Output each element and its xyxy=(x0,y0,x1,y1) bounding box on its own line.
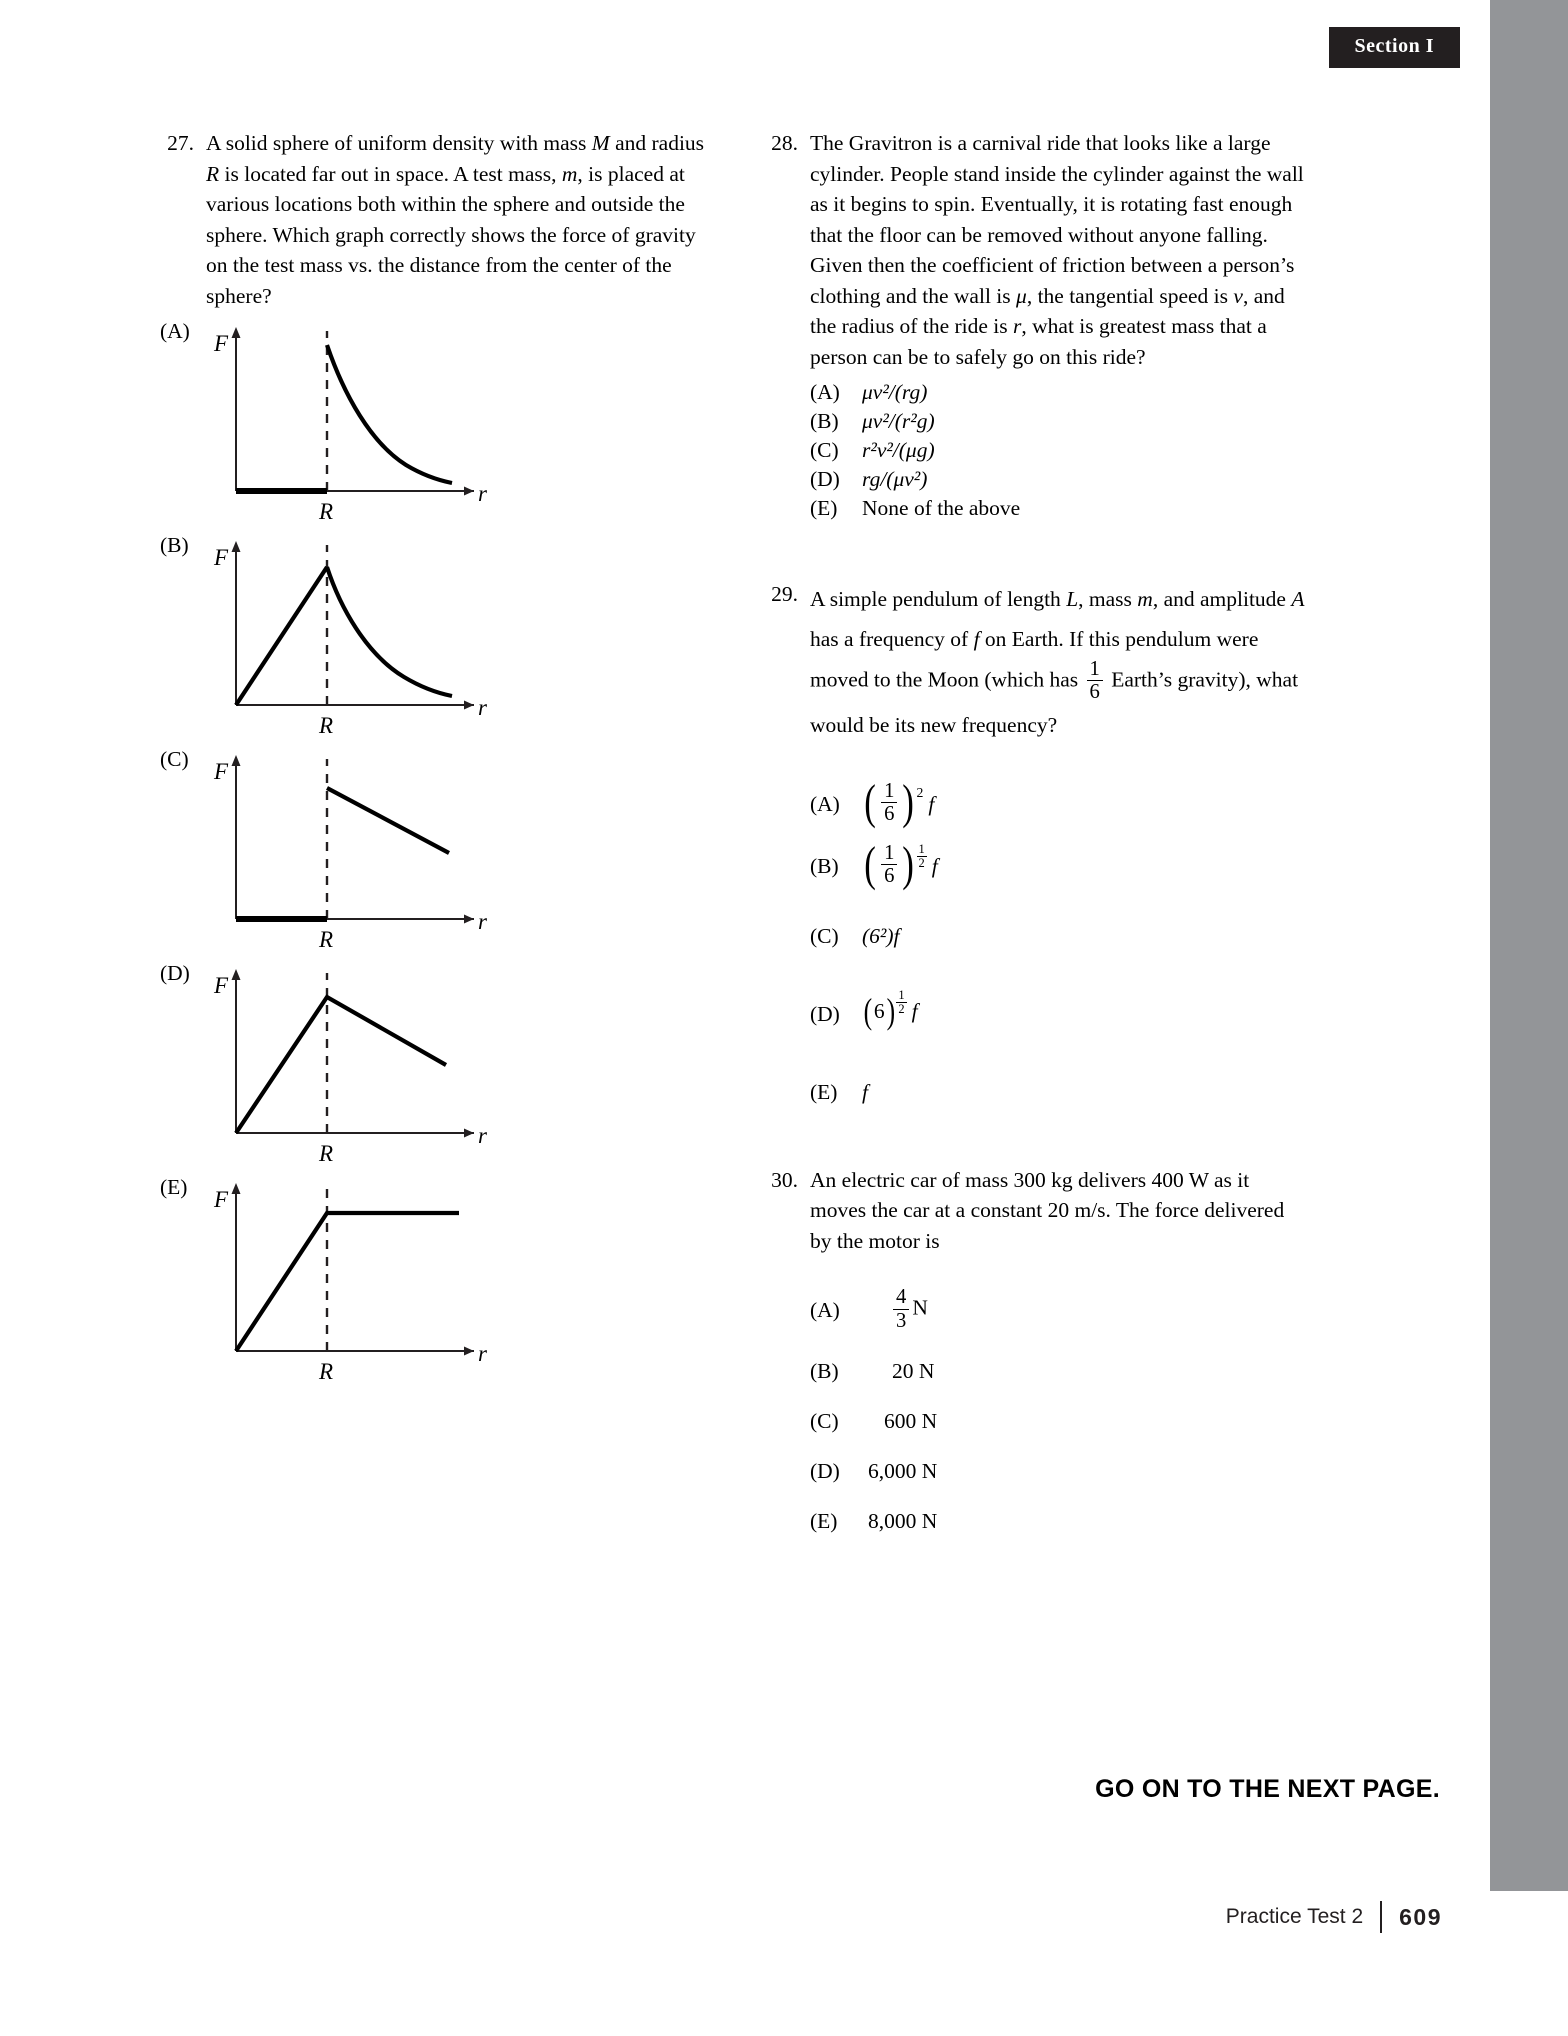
section-tab: Section I xyxy=(1329,27,1461,68)
graph-d-r-tick: R xyxy=(319,1141,334,1166)
graph-option-c xyxy=(160,743,706,953)
question-30 xyxy=(764,1165,1310,1547)
choice-a-label: (A) xyxy=(810,1298,840,1323)
choice-c-value: (6²)f xyxy=(862,923,900,948)
choice-c-value: r²v²/(μg) xyxy=(862,438,935,462)
choice-c[interactable] xyxy=(810,436,1310,465)
page-content xyxy=(160,128,1310,1546)
choice-c-label: (C) xyxy=(810,923,839,948)
graph-a-y-label: F xyxy=(214,331,229,356)
question-29 xyxy=(764,579,1310,1131)
choice-e-label: (E) xyxy=(810,1079,838,1104)
graph-a-r-tick: R xyxy=(319,499,334,524)
graph-d-svg xyxy=(206,957,506,1167)
question-27 xyxy=(160,128,706,311)
choice-a[interactable] xyxy=(810,378,1310,407)
choice-d[interactable] xyxy=(810,975,1310,1053)
choice-b[interactable] xyxy=(810,1346,1310,1396)
choice-e[interactable] xyxy=(810,1496,1310,1546)
graph-c-x-label: r xyxy=(478,909,487,934)
graph-d-x-label: r xyxy=(478,1123,487,1148)
choice-e-value: f xyxy=(862,1079,868,1104)
choice-a[interactable] xyxy=(810,1274,1310,1346)
graph-option-b xyxy=(160,529,706,739)
choice-b-label: (B) xyxy=(810,853,839,878)
choice-a-label: (A) xyxy=(810,791,840,816)
choice-e[interactable] xyxy=(810,494,1310,523)
choice-d[interactable] xyxy=(810,465,1310,494)
footer-test-name: Practice Test 2 xyxy=(1225,1905,1364,1928)
page-footer xyxy=(0,1901,1442,1933)
choice-a-value: ( $\frac{1}{6}$ ) 2 f xyxy=(864,776,935,830)
graph-b-r-tick: R xyxy=(319,713,334,738)
graph-e-y-label: F xyxy=(214,1187,229,1212)
question-28-stem: The Gravitron is a carnival ride that looks like a large cylinder. People stand inside the cylinder against the wall as it begins to spin. Eventually, it is rotating fast enough that the floor can be removed without anyone falling. Given then the coefficient of friction between a person’s clothing and the wall is μ, the tangential speed is v, and the radius of the ride is r, what is greatest mass that a person can be to safely go on this ride? xyxy=(810,131,1304,369)
page-edge-strip xyxy=(1490,0,1568,1891)
choice-c-label: (C) xyxy=(810,1409,839,1434)
graph-e-r-tick: R xyxy=(319,1359,334,1384)
graph-e-svg xyxy=(206,1171,506,1386)
question-27-number: 27. xyxy=(167,131,194,155)
graph-b-x-label: r xyxy=(478,695,487,720)
choice-a-value: μv²/(rg) xyxy=(862,380,928,404)
graph-c-r-tick: R xyxy=(319,927,334,952)
choice-b[interactable] xyxy=(810,407,1310,436)
graph-option-b-label: (B) xyxy=(160,533,189,557)
choice-e-value: 8,000 N xyxy=(868,1509,938,1534)
choice-b[interactable] xyxy=(810,835,1310,897)
choice-b-value: 20 N xyxy=(892,1359,935,1384)
choice-d[interactable] xyxy=(810,1446,1310,1496)
question-29-choices xyxy=(810,773,1310,1131)
choice-a-label: (A) xyxy=(810,380,840,404)
choice-e[interactable] xyxy=(810,1053,1310,1131)
graph-d-y-label: F xyxy=(214,973,229,998)
choice-c-value: 600 N xyxy=(884,1409,938,1434)
right-column xyxy=(764,128,1310,1546)
left-column xyxy=(160,128,706,1386)
graph-c-y-label: F xyxy=(214,759,229,784)
choice-b-value: ( $\frac{1}{6}$ ) $\frac{1}{2}$ f xyxy=(864,838,938,892)
choice-e-label: (E) xyxy=(810,496,838,520)
question-28 xyxy=(764,128,1310,523)
graph-c-svg xyxy=(206,743,506,953)
graph-e-x-label: r xyxy=(478,1341,487,1366)
graph-option-a xyxy=(160,315,706,525)
graph-option-d-label: (D) xyxy=(160,961,190,985)
choice-c-label: (C) xyxy=(810,438,839,462)
footer-divider xyxy=(1380,1901,1382,1933)
footer-page-number: 609 xyxy=(1399,1903,1442,1930)
one-sixth-fraction: $\frac{1}{6}$ xyxy=(1087,658,1103,704)
four-thirds-fraction: $\frac{4}{3}$ xyxy=(893,1286,909,1332)
choice-e-label: (E) xyxy=(810,1509,838,1534)
graph-option-e-label: (E) xyxy=(160,1175,188,1199)
choice-d-label: (D) xyxy=(810,1459,840,1484)
choice-d-value: ( 6 ) $\frac{1}{2}$ f xyxy=(863,987,918,1031)
graph-b-svg xyxy=(206,529,506,739)
question-27-stem: A solid sphere of uniform density with mass M and radius R is located far out in space. A test mass, m, is placed at various locations both within the sphere and outside the sphere. Which graph correctly shows the force of gravity on the test mass vs. the distance from the center of the sphere? xyxy=(206,131,705,308)
graph-option-e xyxy=(160,1171,706,1386)
choice-d-value: 6,000 N xyxy=(868,1459,938,1484)
graph-a-svg xyxy=(206,315,506,525)
choice-b-label: (B) xyxy=(810,1359,839,1384)
choice-a-value: $\frac{4}{3}$ N xyxy=(862,1287,928,1333)
choice-b-value: μv²/(r²g) xyxy=(862,409,935,433)
choice-d-value: rg/(μv²) xyxy=(862,467,928,491)
question-30-number: 30. xyxy=(771,1167,798,1192)
question-30-choices xyxy=(810,1274,1310,1546)
question-28-number: 28. xyxy=(771,131,798,155)
question-28-choices xyxy=(810,378,1310,523)
choice-e-value: None of the above xyxy=(862,496,1021,520)
choice-d-label: (D) xyxy=(810,1001,840,1026)
graph-option-c-label: (C) xyxy=(160,747,189,771)
choice-d-label: (D) xyxy=(810,467,840,491)
graph-option-a-label: (A) xyxy=(160,319,190,343)
choice-a[interactable] xyxy=(810,773,1310,835)
question-29-stem: A simple pendulum of length L, mass m, and amplitude A has a frequency of f on Earth. If this pendulum were moved to the Moon (which has $\frac{1}{6}$ Earth’s gravity), what would be its new frequency? xyxy=(810,587,1305,737)
choice-c[interactable] xyxy=(810,897,1310,975)
graph-a-x-label: r xyxy=(478,481,487,506)
question-29-number: 29. xyxy=(771,582,798,606)
choice-b-label: (B) xyxy=(810,409,839,433)
go-on-notice: GO ON TO THE NEXT PAGE. xyxy=(1095,1775,1440,1803)
choice-c[interactable] xyxy=(810,1396,1310,1446)
graph-option-d xyxy=(160,957,706,1167)
question-30-stem: An electric car of mass 300 kg delivers 400 W as it moves the car at a constant 20 m/s. The force delivered by the motor is xyxy=(810,1167,1285,1253)
graph-b-y-label: F xyxy=(214,545,229,570)
